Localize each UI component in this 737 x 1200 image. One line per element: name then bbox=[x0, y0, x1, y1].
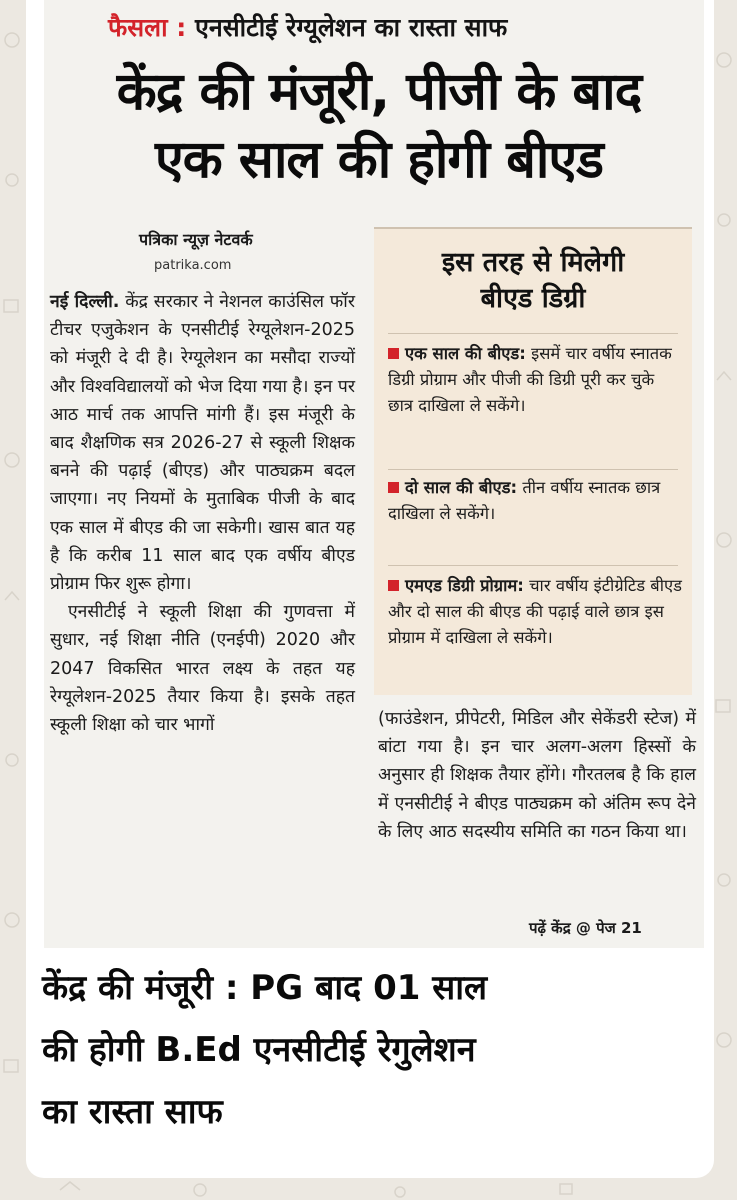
website: patrika.com bbox=[154, 258, 232, 273]
item-label: एक साल की बीएड: bbox=[405, 344, 526, 363]
item-text: इसमें चार वर्षीय स्नातक डिग्री प्रोग्राम और पीजी की डिग्री पूरी कर चुके छात्र दाखिला ले सकेंगे। bbox=[388, 344, 672, 415]
bullet-square-icon bbox=[388, 482, 399, 493]
headline-line-2: एक साल की होगी बीएड bbox=[155, 130, 603, 190]
divider bbox=[388, 469, 678, 470]
kicker bbox=[108, 10, 648, 44]
byline: पत्रिका न्यूज़ नेटवर्क bbox=[139, 230, 253, 249]
item-label: एमएड डिग्री प्रोग्राम: bbox=[405, 576, 524, 595]
continuation-ref: पढ़ें केंद्र @ पेज 21 bbox=[529, 919, 642, 937]
info-box-item bbox=[388, 341, 683, 419]
headline bbox=[74, 58, 684, 194]
kicker-label: फैसला : bbox=[108, 13, 187, 42]
bullet-square-icon bbox=[388, 580, 399, 591]
item-label: दो साल की बीएड: bbox=[405, 478, 518, 497]
caption-line-2: की होगी B.Ed एनसीटीई रेगुलेशन bbox=[42, 1030, 476, 1070]
message-caption bbox=[42, 957, 702, 1143]
newspaper-clipping[interactable] bbox=[44, 0, 704, 948]
article-left-column bbox=[50, 288, 355, 739]
bullet-square-icon bbox=[388, 348, 399, 359]
article-right-column: (फाउंडेशन, प्रीपेटरी, मिडिल और सेकेंडरी स्टेज) में बांटा गया है। इन चार अलग-अलग हिस्सों के अनुसार ही शिक्षक तैयार होंगे। गौरतलब है कि हाल में एनसीटीई ने बीएड पाठ्यक्रम को अंतिम रूप देने के लिए आठ सदस्यीय समिति का गठन किया था। bbox=[378, 709, 696, 842]
dateline: नई दिल्ली. bbox=[50, 292, 120, 312]
caption-line-3: का रास्ता साफ bbox=[42, 1092, 223, 1132]
item-text: चार वर्षीय इंटीग्रेटिड बीएड और दो साल की बीएड की पढ़ाई वाले छात्र इस प्रोग्राम में दाखिला ले सकेंगे। bbox=[388, 576, 682, 647]
info-box bbox=[374, 227, 692, 695]
info-box-title bbox=[374, 245, 692, 317]
kicker-text: एनसीटीई रेग्यूलेशन का रास्ता साफ bbox=[195, 13, 508, 42]
divider bbox=[388, 565, 678, 566]
caption-line-1: केंद्र की मंजूरी : PG बाद 01 साल bbox=[42, 968, 488, 1008]
paragraph-2: एनसीटीई ने स्कूली शिक्षा की गुणवत्ता में सुधार, नई शिक्षा नीति (एनईपी) 2020 और 2047 विकसित भारत लक्ष्य के तहत यह रेग्यूलेशन-2025 तैयार किया है। इसके तहत स्कूली शिक्षा को चार भागों bbox=[50, 602, 355, 736]
info-box-title-line-1: इस तरह से मिलेगी bbox=[441, 247, 625, 278]
info-box-item bbox=[388, 475, 683, 527]
divider bbox=[388, 333, 678, 334]
info-box-item bbox=[388, 573, 683, 651]
paragraph-1 bbox=[50, 288, 355, 598]
info-box-title-line-2: बीएड डिग्री bbox=[480, 283, 586, 314]
item-text: तीन वर्षीय स्नातक छात्र दाखिला ले सकेंगे। bbox=[388, 478, 661, 523]
headline-line-1: केंद्र की मंजूरी, पीजी के बाद bbox=[116, 62, 642, 122]
paragraph-1-text: केंद्र सरकार ने नेशनल काउंसिल फॉर टीचर एजुकेशन के एनसीटीई रेग्यूलेशन-2025 को मंजूरी दे दी है। रेग्यूलेशन का मसौदा राज्यों और विश्वविद्यालयों को भेज दिया गया है। इन पर आठ मार्च तक आपत्ति मांगी हैं। इस मंजूरी के बाद शैक्षणिक सत्र 2026-27 से स्कूली शिक्षक बनने की पढ़ाई (बीएड) और पाठ्यक्रम बदल जाएगा। नए नियमों के मुताबिक पीजी के बाद एक साल में बीएड की जा सकेगी। खास बात यह है कि करीब 11 साल बाद एक वर्षीय बीएड प्रोग्राम फिर शुरू होगा। bbox=[50, 292, 355, 595]
